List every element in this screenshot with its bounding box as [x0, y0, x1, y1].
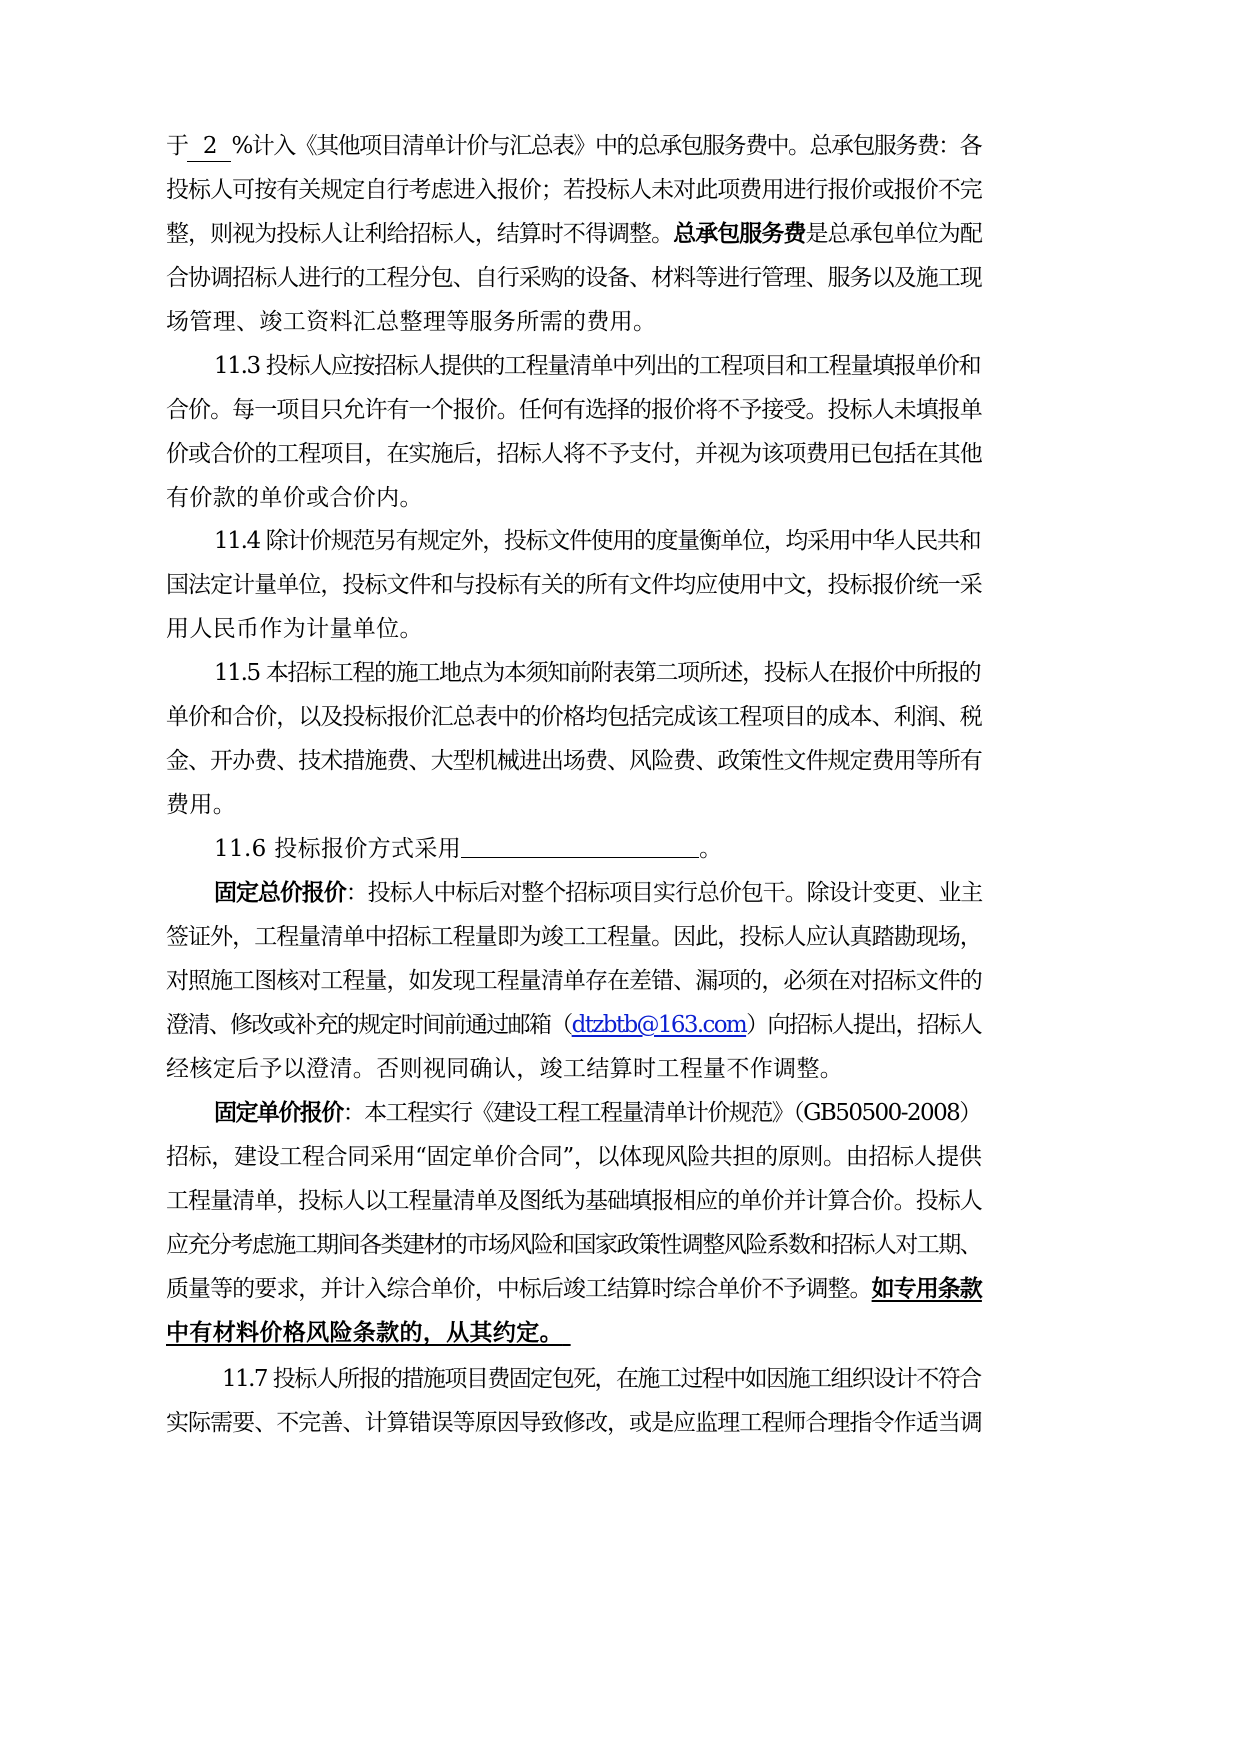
email-link[interactable]: dtzbtb@163.com: [571, 1012, 747, 1038]
text-fragment: ：本工程实行《建设工程工程量清单计价规范》（GB50500-2008）: [342, 1100, 981, 1126]
text-line: [214, 878, 982, 908]
bold-term: 总承包服务费: [673, 220, 806, 247]
text-fragment: ）向招标人提出，招标人: [746, 1012, 981, 1038]
text-line: [166, 219, 982, 249]
text-line: 合协调招标人进行的工程分包、自行采购的设备、材料等进行管理、服务以及施工现: [166, 265, 982, 291]
text-line: 投标人可按有关规定自行考虑进入报价；若投标人未对此项费用进行报价或报价不完: [166, 177, 982, 203]
text-line: 金、开办费、技术措施费、大型机械进出场费、风险费、政策性文件规定费用等所有: [166, 748, 982, 774]
text-line: 单价和合价，以及投标报价汇总表中的价格均包括完成该工程项目的成本、利润、税: [166, 704, 982, 730]
bold-underlined-clause: 如专用条款: [871, 1275, 982, 1302]
text-line: 工程量清单，投标人以工程量清单及图纸为基础填报相应的单价并计算合价。投标人: [166, 1188, 982, 1214]
text-line: 价或合价的工程项目，在实施后，招标人将不予支付，并视为该项费用已包括在其他: [166, 441, 982, 467]
text-line: [166, 1010, 981, 1040]
text-line: 应充分考虑施工期间各类建材的市场风险和国家政策性调整风险系数和招标人对工期、: [166, 1232, 982, 1258]
bold-underlined-clause: 中有材料价格风险条款的，从其约定。: [166, 1319, 563, 1346]
text-fragment: 。: [699, 836, 723, 862]
text-line: [214, 834, 722, 864]
text-fragment: 于: [166, 133, 188, 159]
text-fragment: 11.6 投标报价方式采用: [214, 836, 462, 862]
fill-blank-percent: 2: [187, 131, 231, 162]
text-line: 签证外，工程量清单中招标工程量即为竣工工程量。因此，投标人应认真踏勘现场，: [166, 924, 982, 950]
text-line: 11.3 投标人应按招标人提供的工程量清单中列出的工程项目和工程量填报单价和: [214, 353, 981, 379]
underline-trail: [563, 1318, 581, 1348]
text-fragment: 质量等的要求，并计入综合单价，中标后竣工结算时综合单价不予调整。: [166, 1276, 872, 1302]
text-line: [166, 131, 981, 162]
text-line: [166, 1318, 581, 1348]
text-fragment: 整，则视为投标人让利给招标人，结算时不得调整。: [166, 221, 674, 247]
bold-term: 固定单价报价: [214, 1099, 343, 1126]
text-line: 11.7 投标人所报的措施项目费固定包死，在施工过程中如因施工组织设计不符合: [222, 1366, 981, 1392]
text-line: 用人民币作为计量单位。: [166, 616, 423, 642]
text-fragment: ：投标人中标后对整个招标项目实行总价包干。除设计变更、业主: [345, 880, 983, 906]
text-line: [166, 1274, 982, 1304]
bold-term: 固定总价报价: [214, 879, 346, 906]
text-line: 11.5 本招标工程的施工地点为本须知前附表第二项所述，投标人在报价中所报的: [214, 660, 981, 686]
text-line: 场管理、竣工资料汇总整理等服务所需的费用。: [166, 309, 657, 335]
text-line: 费用。: [166, 792, 237, 818]
fill-blank-bid-method: [461, 835, 699, 858]
text-fragment: %计入《其他项目清单计价与汇总表》中的总承包服务费中。总承包服务费：各: [231, 133, 982, 159]
text-line: 国法定计量单位，投标文件和与投标有关的所有文件均应使用中文，投标报价统一采: [166, 572, 982, 598]
text-line: [214, 1098, 981, 1128]
text-line: 11.4 除计价规范另有规定外，投标文件使用的度量衡单位，均采用中华人民共和: [214, 528, 981, 554]
text-line: 合价。每一项目只允许有一个报价。任何有选择的报价将不予接受。投标人未填报单: [166, 397, 982, 423]
text-line: 对照施工图核对工程量，如发现工程量清单存在差错、漏项的，必须在对招标文件的: [166, 968, 982, 994]
text-line: 经核定后予以澄清。否则视同确认，竣工结算时工程量不作调整。: [166, 1056, 844, 1082]
text-line: 实际需要、不完善、计算错误等原因导致修改，或是应监理工程师合理指令作适当调: [166, 1410, 982, 1436]
text-line: 有价款的单价或合价内。: [166, 485, 423, 511]
text-line: 招标，建设工程合同采用“固定单价合同”，以体现风险共担的原则。由招标人提供: [166, 1144, 982, 1170]
text-fragment: 澄清、修改或补充的规定时间前通过邮箱（: [166, 1012, 572, 1038]
text-fragment: 是总承包单位为配: [805, 221, 982, 247]
